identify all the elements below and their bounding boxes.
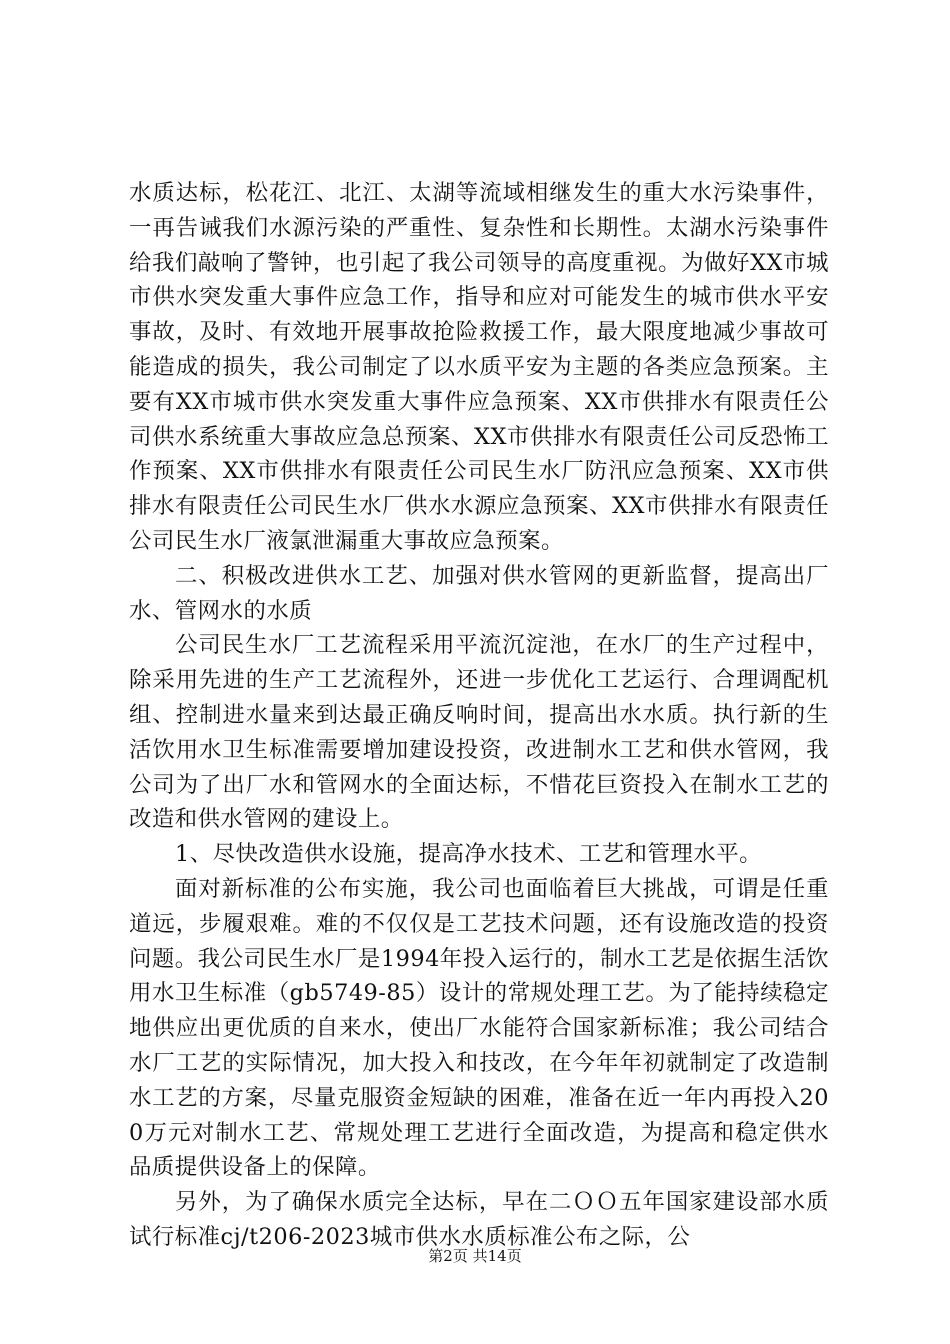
paragraph-6: 另外，为了确保水质完全达标，早在二ＯＯ五年国家建设部水质试行标准cj/t206-2023城市供水水质标准公布之际，公 <box>129 1189 829 1250</box>
page-number-footer: 第2页 共14页 <box>428 1247 522 1265</box>
paragraph-5: 面对新标准的公布实施，我公司也面临着巨大挑战，可谓是任重道远，步履艰难。难的不仅仅是工艺技术问题，还有设施改造的投资问题。我公司民生水厂是1994年投入运行的，制水工艺是依据生活饮用水卫生标准（gb5749-85）设计的常规处理工艺。为了能持续稳定地供应出更优质的自来水，使出厂水能符合国家新标准；我公司结合水厂工艺的实际情况，加大投入和技改，在今年年初就制定了改造制水工艺的方案，尽量克服资金短缺的困难，准备在近一年内再投入200万元对制水工艺、常规处理工艺进行全面改造，为提高和稳定供水品质提供设备上的保障。 <box>129 875 829 1181</box>
subheading-4: 1、尽快改造供水设施，提高净水技术、工艺和管理水平。 <box>175 841 763 868</box>
paragraph-3: 公司民生水厂工艺流程采用平流沉淀池，在水厂的生产过程中，除采用先进的生产工艺流程外，还进一步优化工艺运行、合理调配机组、控制进水量来到达最正确反响时间，提高出水水质。执行新的生活饮用水卫生标准需要增加建设投资，改进制水工艺和供水管网，我公司为了出厂水和管网水的全面达标，不惜花巨资投入在制水工艺的改造和供水管网的建设上。 <box>129 632 829 833</box>
document-body <box>129 176 829 1255</box>
paragraph-1: 水质达标，松花江、北江、太湖等流域相继发生的重大水污染事件，一再告诫我们水源污染的严重性、复杂性和长期性。太湖水污染事件给我们敲响了警钟，也引起了我公司领导的高度重视。为做好XX市城市供水突发重大事件应急工作，指导和应对可能发生的城市供水平安事故，及时、有效地开展事故抢险救援工作，最大限度地减少事故可能造成的损失，我公司制定了以水质平安为主题的各类应急预案。主要有XX市城市供水突发重大事件应急预案、XX市供排水有限责任公司供水系统重大事故应急总预案、XX市供排水有限责任公司反恐怖工作预案、XX市供排水有限责任公司民生水厂防汛应急预案、XX市供排水有限责任公司民生水厂供水水源应急预案、XX市供排水有限责任公司民生水厂液氯泄漏重大事故应急预案。 <box>129 180 829 554</box>
section-heading-2: 二、积极改进供水工艺、加强对供水管网的更新监督，提高出厂水、管网水的水质 <box>129 562 829 624</box>
